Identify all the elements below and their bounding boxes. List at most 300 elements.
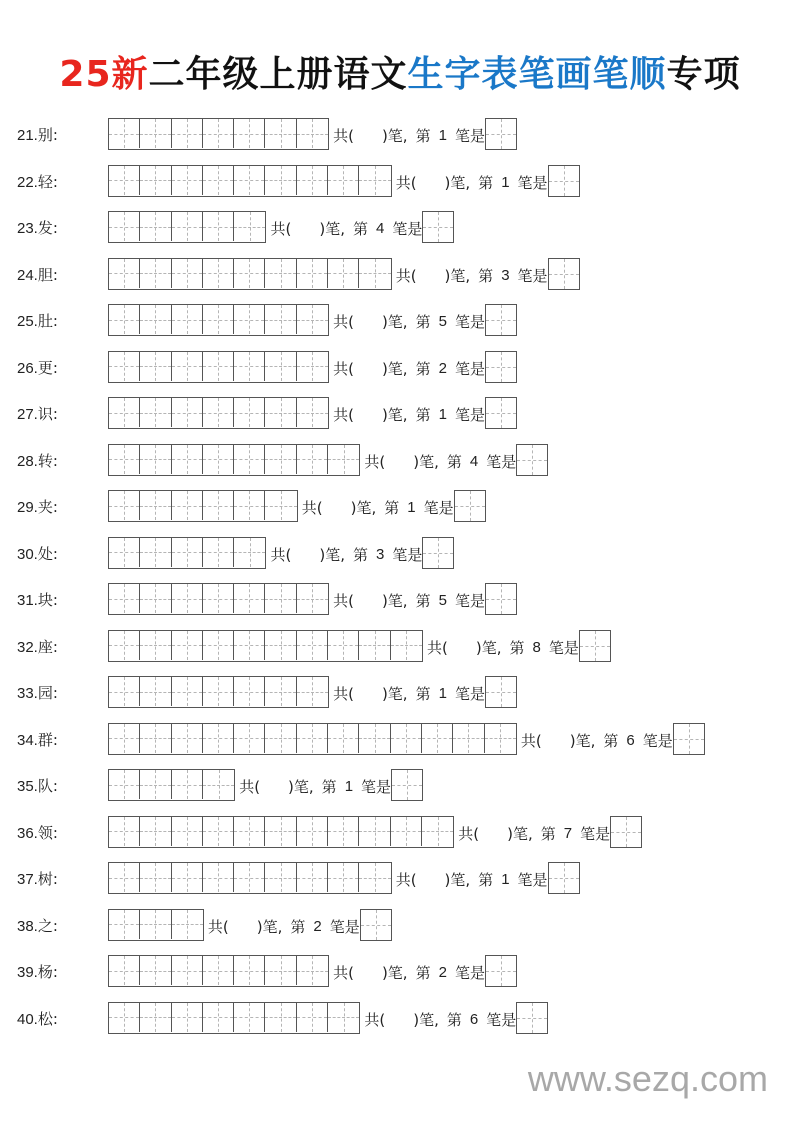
- total-close: )笔,: [319, 545, 345, 564]
- stroke-prefix: 第: [509, 638, 525, 657]
- stroke-question: [208, 909, 392, 941]
- tian-zi-ge-cell[interactable]: [109, 584, 140, 613]
- tian-zi-ge-cell[interactable]: [140, 305, 171, 334]
- tian-zi-ge-cell[interactable]: [328, 724, 359, 753]
- stroke-prefix: 第: [290, 917, 306, 936]
- stroke-prefix: 第: [415, 406, 431, 424]
- stroke-number: 5: [438, 592, 447, 609]
- colon: :: [52, 265, 58, 284]
- tian-zi-ge-cell[interactable]: [265, 677, 296, 706]
- tian-zi-ge-cell[interactable]: [359, 631, 390, 660]
- stroke-writing-grid[interactable]: [108, 444, 360, 476]
- tian-zi-ge-cell[interactable]: [109, 770, 140, 799]
- stroke-number: 4: [469, 452, 479, 470]
- item-number: 22.: [17, 173, 38, 191]
- stroke-writing-grid[interactable]: [108, 490, 298, 522]
- tian-zi-ge-cell[interactable]: [359, 259, 390, 288]
- stroke-number: 4: [376, 220, 385, 237]
- tian-zi-ge-cell[interactable]: [203, 631, 234, 660]
- tian-zi-ge-cell[interactable]: [172, 863, 203, 892]
- worksheet-row: [0, 444, 800, 476]
- tian-zi-ge-cell[interactable]: [359, 817, 390, 846]
- tian-zi-ge-cell[interactable]: [328, 817, 359, 846]
- total-open: 共(: [270, 220, 292, 238]
- item-character: 园: [37, 684, 53, 702]
- tian-zi-ge-cell[interactable]: [328, 445, 359, 474]
- tian-zi-ge-cell[interactable]: [109, 212, 140, 241]
- worksheet-row: [0, 1002, 800, 1034]
- tian-zi-ge-cell[interactable]: [297, 584, 328, 613]
- tian-zi-ge-cell[interactable]: [359, 863, 390, 892]
- tian-zi-ge-cell[interactable]: [265, 584, 296, 613]
- stroke-prefix: 第: [540, 824, 556, 843]
- stroke-suffix: 笔是: [517, 871, 548, 889]
- tian-zi-ge-cell[interactable]: [265, 166, 296, 195]
- worksheet-row: [0, 862, 800, 894]
- stroke-number: 2: [438, 964, 447, 981]
- total-open: 共(: [458, 824, 480, 843]
- tian-zi-ge-cell[interactable]: [234, 445, 265, 474]
- stroke-writing-grid[interactable]: [108, 630, 423, 662]
- stroke-number: 2: [313, 917, 322, 935]
- answer-box[interactable]: [485, 583, 517, 615]
- tian-zi-ge-cell[interactable]: [172, 212, 203, 241]
- stroke-prefix: 第: [321, 778, 337, 796]
- tian-zi-ge-cell[interactable]: [391, 817, 422, 846]
- item-character: 树: [37, 870, 53, 888]
- item-character: 更: [37, 358, 53, 377]
- tian-zi-ge-cell[interactable]: [140, 259, 171, 288]
- tian-zi-ge-cell[interactable]: [109, 724, 140, 753]
- tian-zi-ge-cell[interactable]: [172, 631, 203, 660]
- tian-zi-ge-cell[interactable]: [172, 259, 203, 288]
- tian-zi-ge-cell[interactable]: [140, 119, 171, 148]
- tian-zi-ge-cell[interactable]: [203, 398, 234, 427]
- stroke-number: 1: [438, 127, 447, 144]
- stroke-writing-grid[interactable]: [108, 769, 235, 801]
- total-open: 共(: [333, 406, 354, 424]
- colon: :: [52, 777, 58, 795]
- tian-zi-ge-cell[interactable]: [234, 305, 265, 334]
- tian-zi-ge-cell[interactable]: [203, 445, 234, 474]
- colon: :: [52, 172, 58, 191]
- stroke-writing-grid[interactable]: [108, 1002, 360, 1034]
- tian-zi-ge-cell[interactable]: [422, 724, 453, 753]
- tian-zi-ge-cell[interactable]: [234, 119, 265, 148]
- total-open: 共(: [364, 1010, 386, 1029]
- tian-zi-ge-cell[interactable]: [265, 724, 296, 753]
- worksheet-row: [0, 955, 800, 987]
- item-label: [17, 769, 108, 801]
- stroke-writing-grid[interactable]: [108, 723, 517, 755]
- item-character: 胆: [37, 265, 53, 284]
- item-number: 25.: [17, 313, 38, 330]
- stroke-suffix: 笔是: [454, 359, 485, 378]
- tian-zi-ge-cell[interactable]: [203, 724, 234, 753]
- stroke-writing-grid[interactable]: [108, 816, 454, 848]
- stroke-number: 1: [344, 778, 354, 795]
- stroke-writing-grid[interactable]: [108, 165, 392, 197]
- answer-box[interactable]: [485, 676, 517, 708]
- stroke-prefix: 第: [415, 592, 431, 610]
- item-character: 之: [37, 916, 53, 935]
- answer-box[interactable]: [485, 304, 517, 336]
- tian-zi-ge-cell[interactable]: [109, 305, 140, 334]
- answer-box[interactable]: [516, 444, 548, 476]
- stroke-suffix: 笔是: [454, 685, 485, 703]
- tian-zi-ge-cell[interactable]: [203, 352, 234, 381]
- answer-box[interactable]: [548, 862, 580, 894]
- stroke-number: 8: [532, 638, 541, 656]
- tian-zi-ge-cell[interactable]: [203, 584, 234, 613]
- total-close: )笔,: [381, 964, 408, 982]
- item-label: [17, 955, 108, 987]
- tian-zi-ge-cell[interactable]: [109, 119, 140, 148]
- tian-zi-ge-cell[interactable]: [109, 677, 140, 706]
- stroke-writing-grid[interactable]: [108, 537, 266, 569]
- tian-zi-ge-cell[interactable]: [234, 724, 265, 753]
- tian-zi-ge-cell[interactable]: [203, 956, 234, 985]
- answer-box[interactable]: [422, 537, 454, 569]
- stroke-writing-grid[interactable]: [108, 397, 329, 429]
- tian-zi-ge-cell[interactable]: [140, 631, 171, 660]
- tian-zi-ge-cell[interactable]: [140, 398, 171, 427]
- total-open: 共(: [427, 638, 448, 657]
- answer-box[interactable]: [485, 955, 517, 987]
- tian-zi-ge-cell[interactable]: [297, 305, 328, 334]
- tian-zi-ge-cell[interactable]: [172, 817, 203, 846]
- item-character: 杨: [37, 963, 53, 981]
- total-open: 共(: [395, 871, 417, 889]
- total-open: 共(: [333, 685, 354, 703]
- tian-zi-ge-cell[interactable]: [172, 166, 203, 195]
- total-close: )笔,: [444, 266, 471, 285]
- stroke-suffix: 笔是: [423, 499, 454, 517]
- item-character: 队: [37, 777, 53, 795]
- tian-zi-ge-cell[interactable]: [234, 863, 265, 892]
- watermark: www.sezq.com: [527, 1058, 768, 1099]
- stroke-writing-grid[interactable]: [108, 118, 329, 150]
- stroke-suffix: 笔是: [486, 1010, 517, 1029]
- stroke-writing-grid[interactable]: [108, 862, 392, 894]
- tian-zi-ge-cell[interactable]: [203, 538, 234, 567]
- tian-zi-ge-cell[interactable]: [172, 770, 203, 799]
- item-number: 35.: [17, 778, 38, 795]
- stroke-question: [302, 490, 486, 522]
- tian-zi-ge-cell[interactable]: [172, 398, 203, 427]
- stroke-number: 1: [438, 685, 447, 702]
- tian-zi-ge-cell[interactable]: [172, 119, 203, 148]
- tian-zi-ge-cell[interactable]: [328, 863, 359, 892]
- total-close: )笔,: [444, 173, 471, 192]
- stroke-writing-grid[interactable]: [108, 351, 329, 383]
- stroke-writing-grid[interactable]: [108, 676, 329, 708]
- tian-zi-ge-cell[interactable]: [109, 259, 140, 288]
- tian-zi-ge-cell[interactable]: [297, 863, 328, 892]
- answer-box[interactable]: [548, 258, 580, 290]
- tian-zi-ge-cell[interactable]: [203, 1003, 234, 1032]
- tian-zi-ge-cell[interactable]: [140, 584, 171, 613]
- tian-zi-ge-cell[interactable]: [140, 817, 171, 846]
- worksheet-row: [0, 490, 800, 522]
- answer-box[interactable]: [579, 630, 611, 662]
- stroke-suffix: 笔是: [392, 545, 423, 564]
- tian-zi-ge-cell[interactable]: [265, 259, 296, 288]
- total-close: )笔,: [288, 778, 314, 796]
- stroke-question: [333, 955, 517, 987]
- stroke-question: [396, 165, 580, 197]
- tian-zi-ge-cell[interactable]: [265, 631, 296, 660]
- tian-zi-ge-cell[interactable]: [234, 956, 265, 985]
- item-label: [17, 537, 108, 569]
- item-character: 处: [37, 544, 53, 563]
- answer-box[interactable]: [516, 1002, 548, 1034]
- total-open: 共(: [364, 452, 386, 471]
- tian-zi-ge-cell[interactable]: [391, 724, 422, 753]
- item-label: [17, 862, 108, 894]
- stroke-number: 6: [469, 1010, 479, 1028]
- item-label: [17, 444, 108, 476]
- tian-zi-ge-cell[interactable]: [140, 1003, 171, 1032]
- tian-zi-ge-cell[interactable]: [140, 863, 171, 892]
- tian-zi-ge-cell[interactable]: [109, 445, 140, 474]
- worksheet-row: [0, 909, 800, 941]
- tian-zi-ge-cell[interactable]: [297, 631, 328, 660]
- answer-box[interactable]: [610, 816, 642, 848]
- tian-zi-ge-cell[interactable]: [203, 259, 234, 288]
- tian-zi-ge-cell[interactable]: [203, 677, 234, 706]
- stroke-suffix: 笔是: [580, 824, 611, 843]
- worksheet-row: [0, 397, 800, 429]
- tian-zi-ge-cell[interactable]: [422, 817, 453, 846]
- worksheet-row: [0, 258, 800, 290]
- tian-zi-ge-cell[interactable]: [297, 677, 328, 706]
- answer-box[interactable]: [360, 909, 392, 941]
- total-open: 共(: [333, 964, 354, 982]
- answer-box[interactable]: [391, 769, 423, 801]
- stroke-question: [333, 351, 517, 383]
- stroke-prefix: 第: [415, 685, 431, 703]
- tian-zi-ge-cell[interactable]: [109, 538, 140, 567]
- tian-zi-ge-cell[interactable]: [265, 305, 296, 334]
- tian-zi-ge-cell[interactable]: [109, 491, 140, 520]
- tian-zi-ge-cell[interactable]: [203, 119, 234, 148]
- tian-zi-ge-cell[interactable]: [172, 538, 203, 567]
- tian-zi-ge-cell[interactable]: [172, 956, 203, 985]
- colon: :: [52, 126, 58, 144]
- tian-zi-ge-cell[interactable]: [297, 817, 328, 846]
- tian-zi-ge-cell[interactable]: [297, 352, 328, 381]
- tian-zi-ge-cell[interactable]: [485, 724, 516, 753]
- tian-zi-ge-cell[interactable]: [234, 398, 265, 427]
- answer-box[interactable]: [454, 490, 486, 522]
- tian-zi-ge-cell[interactable]: [140, 166, 171, 195]
- item-label: [17, 1002, 108, 1034]
- stroke-writing-grid[interactable]: [108, 583, 329, 615]
- stroke-number: 3: [501, 266, 510, 284]
- tian-zi-ge-cell[interactable]: [140, 445, 171, 474]
- tian-zi-ge-cell[interactable]: [391, 631, 422, 660]
- tian-zi-ge-cell[interactable]: [203, 817, 234, 846]
- tian-zi-ge-cell[interactable]: [109, 1003, 140, 1032]
- total-close: )笔,: [381, 406, 408, 424]
- tian-zi-ge-cell[interactable]: [297, 119, 328, 148]
- stroke-writing-grid[interactable]: [108, 258, 392, 290]
- tian-zi-ge-cell[interactable]: [172, 584, 203, 613]
- stroke-writing-grid[interactable]: [108, 211, 266, 243]
- tian-zi-ge-cell[interactable]: [234, 166, 265, 195]
- tian-zi-ge-cell[interactable]: [109, 352, 140, 381]
- tian-zi-ge-cell[interactable]: [453, 724, 484, 753]
- tian-zi-ge-cell[interactable]: [265, 352, 296, 381]
- tian-zi-ge-cell[interactable]: [109, 863, 140, 892]
- tian-zi-ge-cell[interactable]: [234, 584, 265, 613]
- tian-zi-ge-cell[interactable]: [109, 956, 140, 985]
- stroke-question: [271, 537, 455, 569]
- tian-zi-ge-cell[interactable]: [359, 166, 390, 195]
- worksheet-row: [0, 676, 800, 708]
- tian-zi-ge-cell[interactable]: [203, 491, 234, 520]
- total-open: 共(: [520, 731, 542, 750]
- worksheet-row: [0, 304, 800, 336]
- tian-zi-ge-cell[interactable]: [109, 910, 140, 939]
- tian-zi-ge-cell[interactable]: [234, 259, 265, 288]
- stroke-question: [364, 444, 548, 476]
- tian-zi-ge-cell[interactable]: [297, 398, 328, 427]
- tian-zi-ge-cell[interactable]: [172, 677, 203, 706]
- tian-zi-ge-cell[interactable]: [234, 491, 265, 520]
- tian-zi-ge-cell[interactable]: [203, 305, 234, 334]
- tian-zi-ge-cell[interactable]: [265, 398, 296, 427]
- tian-zi-ge-cell[interactable]: [172, 352, 203, 381]
- tian-zi-ge-cell[interactable]: [109, 398, 140, 427]
- tian-zi-ge-cell[interactable]: [203, 770, 234, 799]
- total-open: 共(: [333, 359, 354, 378]
- item-number: 36.: [17, 824, 38, 842]
- worksheet-row: [0, 769, 800, 801]
- tian-zi-ge-cell[interactable]: [109, 631, 140, 660]
- tian-zi-ge-cell[interactable]: [328, 631, 359, 660]
- tian-zi-ge-cell[interactable]: [234, 1003, 265, 1032]
- tian-zi-ge-cell[interactable]: [234, 212, 265, 241]
- colon: :: [52, 963, 58, 981]
- answer-box[interactable]: [485, 118, 517, 150]
- tian-zi-ge-cell[interactable]: [265, 445, 296, 474]
- stroke-prefix: 第: [603, 731, 619, 750]
- tian-zi-ge-cell[interactable]: [140, 910, 171, 939]
- tian-zi-ge-cell[interactable]: [140, 352, 171, 381]
- tian-zi-ge-cell[interactable]: [297, 166, 328, 195]
- item-number: 23.: [17, 220, 38, 237]
- tian-zi-ge-cell[interactable]: [109, 817, 140, 846]
- tian-zi-ge-cell[interactable]: [234, 631, 265, 660]
- tian-zi-ge-cell[interactable]: [265, 119, 296, 148]
- stroke-suffix: 笔是: [486, 452, 517, 471]
- tian-zi-ge-cell[interactable]: [265, 491, 296, 520]
- tian-zi-ge-cell[interactable]: [265, 863, 296, 892]
- tian-zi-ge-cell[interactable]: [234, 352, 265, 381]
- total-close: )笔,: [507, 824, 533, 843]
- item-number: 32.: [17, 638, 38, 656]
- item-number: 28.: [17, 452, 38, 470]
- answer-box[interactable]: [485, 397, 517, 429]
- colon: :: [52, 544, 58, 563]
- colon: :: [52, 916, 58, 935]
- tian-zi-ge-cell[interactable]: [297, 956, 328, 985]
- tian-zi-ge-cell[interactable]: [265, 1003, 296, 1032]
- tian-zi-ge-cell[interactable]: [297, 445, 328, 474]
- total-close: )笔,: [413, 1010, 439, 1029]
- tian-zi-ge-cell[interactable]: [140, 491, 171, 520]
- tian-zi-ge-cell[interactable]: [109, 166, 140, 195]
- tian-zi-ge-cell[interactable]: [297, 724, 328, 753]
- tian-zi-ge-cell[interactable]: [328, 166, 359, 195]
- tian-zi-ge-cell[interactable]: [328, 1003, 359, 1032]
- stroke-writing-grid[interactable]: [108, 909, 204, 941]
- tian-zi-ge-cell[interactable]: [140, 770, 171, 799]
- stroke-question: [458, 816, 642, 848]
- total-close: )笔,: [381, 127, 408, 145]
- colon: :: [52, 684, 58, 702]
- tian-zi-ge-cell[interactable]: [172, 910, 203, 939]
- tian-zi-ge-cell[interactable]: [140, 724, 171, 753]
- total-open: 共(: [333, 592, 354, 610]
- tian-zi-ge-cell[interactable]: [234, 817, 265, 846]
- answer-box[interactable]: [485, 351, 517, 383]
- total-close: )笔,: [350, 499, 377, 517]
- stroke-prefix: 第: [384, 499, 400, 517]
- stroke-prefix: 第: [478, 173, 494, 192]
- colon: :: [52, 823, 58, 842]
- stroke-writing-grid[interactable]: [108, 304, 329, 336]
- tian-zi-ge-cell[interactable]: [265, 956, 296, 985]
- item-character: 座: [37, 637, 53, 656]
- tian-zi-ge-cell[interactable]: [297, 1003, 328, 1032]
- tian-zi-ge-cell[interactable]: [203, 863, 234, 892]
- tian-zi-ge-cell[interactable]: [265, 817, 296, 846]
- tian-zi-ge-cell[interactable]: [140, 538, 171, 567]
- tian-zi-ge-cell[interactable]: [234, 538, 265, 567]
- tian-zi-ge-cell[interactable]: [359, 724, 390, 753]
- total-close: )笔,: [413, 452, 439, 471]
- tian-zi-ge-cell[interactable]: [172, 305, 203, 334]
- page-title: [0, 46, 800, 97]
- answer-box[interactable]: [673, 723, 705, 755]
- tian-zi-ge-cell[interactable]: [172, 724, 203, 753]
- item-character: 别: [37, 126, 53, 144]
- tian-zi-ge-cell[interactable]: [140, 212, 171, 241]
- tian-zi-ge-cell[interactable]: [297, 259, 328, 288]
- tian-zi-ge-cell[interactable]: [234, 677, 265, 706]
- tian-zi-ge-cell[interactable]: [172, 491, 203, 520]
- tian-zi-ge-cell[interactable]: [203, 166, 234, 195]
- tian-zi-ge-cell[interactable]: [203, 212, 234, 241]
- answer-box[interactable]: [422, 211, 454, 243]
- stroke-writing-grid[interactable]: [108, 955, 329, 987]
- item-number: 30.: [17, 545, 38, 563]
- total-open: 共(: [301, 499, 323, 517]
- total-close: )笔,: [475, 638, 502, 657]
- tian-zi-ge-cell[interactable]: [172, 1003, 203, 1032]
- colon: :: [52, 312, 58, 330]
- answer-box[interactable]: [548, 165, 580, 197]
- tian-zi-ge-cell[interactable]: [172, 445, 203, 474]
- tian-zi-ge-cell[interactable]: [140, 677, 171, 706]
- stroke-prefix: 第: [446, 452, 462, 471]
- stroke-prefix: 第: [478, 871, 494, 889]
- tian-zi-ge-cell[interactable]: [328, 259, 359, 288]
- tian-zi-ge-cell[interactable]: [140, 956, 171, 985]
